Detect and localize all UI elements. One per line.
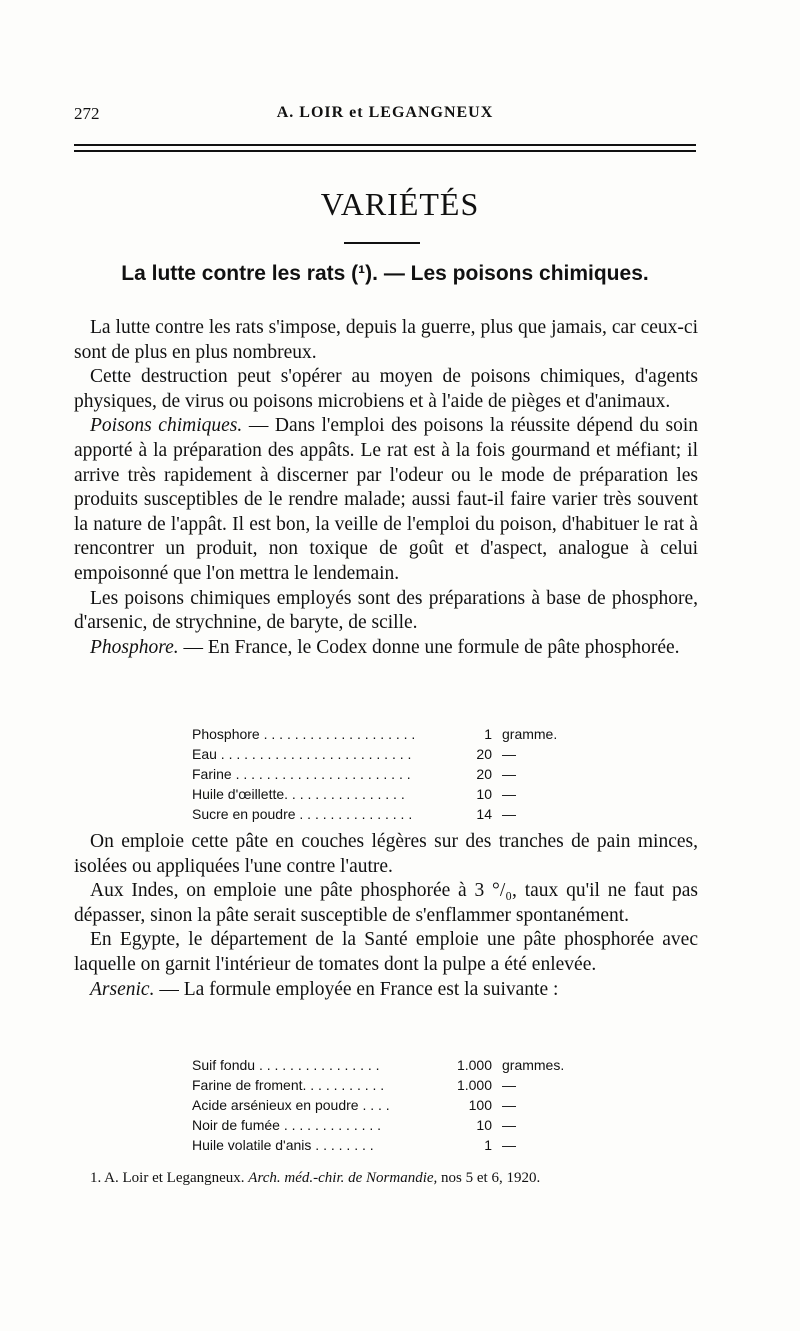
ingredient-unit: — bbox=[502, 786, 516, 802]
ingredient-qty: 1.000 bbox=[456, 1077, 492, 1093]
running-head: A. LOIR et LEGANGNEUX bbox=[276, 104, 494, 121]
footnote-authors: 1. A. Loir et Legangneux. bbox=[90, 1170, 249, 1186]
phosphore-text: — En France, le Codex donne une formule de pâte phosphorée. bbox=[178, 636, 680, 658]
paragraph-preparations: Les poisons chimiques employés sont des préparations à base de phosphore, d'arsenic, de strychnine, de baryte, de scille. bbox=[74, 587, 698, 634]
recipe-row bbox=[192, 764, 612, 784]
ingredient-qty: 1 bbox=[484, 726, 492, 742]
body-block-1 bbox=[74, 316, 698, 660]
ingredient-unit: gramme. bbox=[502, 726, 558, 742]
paragraph: La lutte contre les rats s'impose, depuis la guerre, plus que jamais, car ceux-ci sont de plus en plus nombreux. bbox=[74, 317, 698, 363]
body-block-2 bbox=[74, 830, 698, 1002]
recipe-row bbox=[192, 804, 612, 824]
ingredient-name: Eau . . . . . . . . . . . . . . . . . . . . . . . . . bbox=[192, 746, 412, 762]
paragraph: En Egypte, le département de la Santé emploie une pâte phosphorée avec laquelle on garnit l'intérieur de tomates dont la pulpe a été enlevée. bbox=[74, 929, 698, 975]
ingredient-name: Huile d'œillette. . . . . . . . . . . . . . . . bbox=[192, 786, 405, 802]
footnote bbox=[90, 1170, 690, 1187]
section-title: VARIÉTÉS bbox=[320, 186, 480, 222]
ingredient-name: Farine . . . . . . . . . . . . . . . . . . . . . . . bbox=[192, 766, 411, 782]
ingredient-unit: — bbox=[502, 766, 516, 782]
ingredient-unit: — bbox=[502, 1117, 516, 1133]
paragraph-arsenic bbox=[74, 978, 698, 1003]
ingredient-qty: 10 bbox=[476, 786, 492, 802]
recipe-row bbox=[192, 1115, 612, 1135]
paragraph-poisons bbox=[74, 414, 698, 586]
recipe-arsenic bbox=[192, 1055, 612, 1155]
ingredient-unit: — bbox=[502, 1077, 516, 1093]
ingredient-name: Farine de froment. . . . . . . . . . . bbox=[192, 1077, 385, 1093]
header-rule-top bbox=[74, 144, 696, 146]
paragraph-phosphore bbox=[74, 636, 698, 661]
title-rule bbox=[344, 242, 420, 244]
footnote-journal: Arch. méd.-chir. de Normandie, bbox=[248, 1170, 438, 1186]
recipe-row bbox=[192, 1055, 612, 1075]
ingredient-unit: grammes. bbox=[502, 1057, 565, 1073]
ingredient-name: Suif fondu . . . . . . . . . . . . . . . . bbox=[192, 1057, 380, 1073]
ingredient-unit: — bbox=[502, 1137, 516, 1153]
ingredient-qty: 100 bbox=[468, 1097, 492, 1113]
ingredient-qty: 14 bbox=[476, 806, 492, 822]
page-header bbox=[74, 100, 696, 128]
ingredient-qty: 10 bbox=[476, 1117, 492, 1133]
arsenic-text: — La formule employée en France est la suivante : bbox=[154, 978, 559, 1000]
ingredient-name: Phosphore . . . . . . . . . . . . . . . . . . . . bbox=[192, 726, 416, 742]
ingredient-name: Acide arsénieux en poudre . . . . bbox=[192, 1097, 390, 1113]
ingredient-unit: — bbox=[502, 746, 516, 762]
recipe-row bbox=[192, 1075, 612, 1095]
poisons-text: — Dans l'emploi des poisons la réussite dépend du soin apporté à la préparation des appâts. Le rat est à la fois gourmand et méfiant; il arrive très rapidement à discerner par l'odeur ou le mode de préparation les produits susceptibles de le rendre malade; aussi faut-il faire varier très souvent la nature de l'appât. Il est bon, la veille de l'emploi du poison, d'habituer le rat à rencontrer un produit, non toxique de goût et d'aspect, analogue à celui empoisonné que l'on mettra le lendemain. bbox=[74, 415, 699, 584]
ingredient-name: Noir de fumée . . . . . . . . . . . . . bbox=[192, 1117, 382, 1133]
page-number: 272 bbox=[74, 104, 100, 123]
article-subtitle: La lutte contre les rats (¹). — Les poisons chimiques. bbox=[121, 262, 649, 285]
paragraph: Cette destruction peut s'opérer au moyen de poisons chimiques, d'agents physiques, de virus ou poisons microbiens et à l'aide de pièges et d'animaux. bbox=[74, 366, 698, 412]
recipe-phosphore bbox=[192, 724, 612, 824]
recipe-row bbox=[192, 744, 612, 764]
paragraph: Aux Indes, on emploie une pâte phosphorée à 3 °/₀, taux qu'il ne faut pas dépasser, sinon la pâte serait susceptible de s'enflammer spontanément. bbox=[74, 880, 698, 926]
ingredient-unit: — bbox=[502, 1097, 516, 1113]
ingredient-name: Sucre en poudre . . . . . . . . . . . . . . . bbox=[192, 806, 413, 822]
recipe-row bbox=[192, 784, 612, 804]
ingredient-unit: — bbox=[502, 806, 516, 822]
poisons-heading: Poisons chimiques. bbox=[90, 415, 243, 437]
ingredient-qty: 20 bbox=[476, 766, 492, 782]
ingredient-qty: 1 bbox=[484, 1137, 492, 1153]
header-rule-bottom bbox=[74, 150, 696, 152]
phosphore-heading: Phosphore. bbox=[90, 636, 179, 658]
ingredient-qty: 20 bbox=[476, 746, 492, 762]
arsenic-heading: Arsenic. bbox=[90, 978, 155, 1000]
ingredient-qty: 1.000 bbox=[456, 1057, 492, 1073]
ingredient-name: Huile volatile d'anis . . . . . . . . bbox=[192, 1137, 374, 1153]
recipe-row bbox=[192, 1135, 612, 1155]
recipe-row bbox=[192, 1095, 612, 1115]
recipe-row bbox=[192, 724, 612, 744]
footnote-issue: nos 5 et 6, 1920. bbox=[437, 1170, 541, 1186]
paragraph: On emploie cette pâte en couches légères sur des tranches de pain minces, isolées ou appliquées l'une contre l'autre. bbox=[74, 831, 698, 877]
